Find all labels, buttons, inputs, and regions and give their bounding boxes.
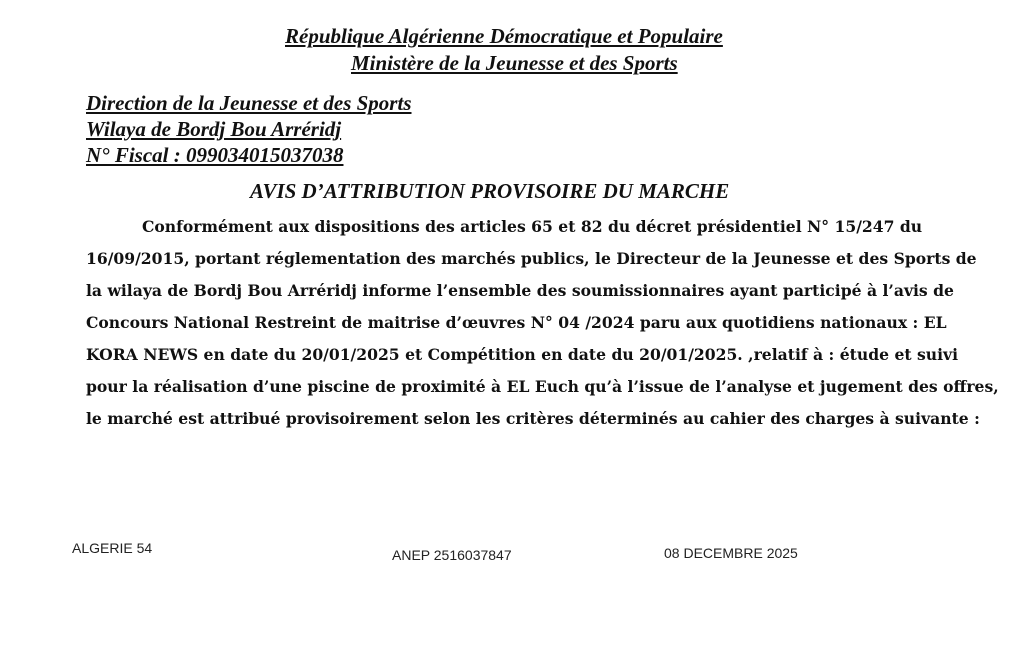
fiscal-value: : 099034015037038 (168, 143, 344, 167)
body-line: KORA NEWS en date du 20/01/2025 et Compétition en date du 20/01/2025. ,relatif à : étude et suivi (86, 345, 959, 364)
newspaper-name: ALGERIE 54 (72, 540, 153, 556)
body-line: la wilaya de Bordj Bou Arréridj informe l’ensemble des soumissionnaires ayant participé à l’avis de (86, 281, 954, 300)
body-line: Concours National Restreint de maitrise d’œuvres N° 04 /2024 paru aux quotidiens nationaux : EL (86, 313, 947, 332)
body-line: le marché est attribué provisoirement selon les critères déterminés au cahier des charges à suivante : (86, 409, 980, 428)
notice-body (86, 215, 1006, 439)
direction-line: Direction de la Jeunesse et des Sports (86, 91, 412, 115)
wilaya-line: Wilaya de Bordj Bou Arréridj (86, 117, 342, 141)
body-line: 16/09/2015, portant réglementation des marchés publics, le Directeur de la Jeunesse et des Sports de (86, 249, 977, 268)
republic-heading: République Algérienne Démocratique et Populaire (285, 24, 723, 48)
body-line: Conformément aux dispositions des articles 65 et 82 du décret présidentiel N° 15/247 du (142, 217, 923, 236)
fiscal-number-line (86, 145, 343, 166)
body-line: pour la réalisation d’une piscine de proximité à EL Euch qu’à l’issue de l’analyse et jugement des offres, (86, 377, 999, 396)
publication-date: 08 DECEMBRE 2025 (664, 545, 798, 561)
anep-reference: ANEP 2516037847 (392, 547, 512, 563)
fiscal-label: N° Fiscal (86, 143, 169, 167)
ministry-heading: Ministère de la Jeunesse et des Sports (351, 51, 678, 75)
notice-title: AVIS D’ATTRIBUTION PROVISOIRE DU MARCHE (250, 179, 730, 203)
